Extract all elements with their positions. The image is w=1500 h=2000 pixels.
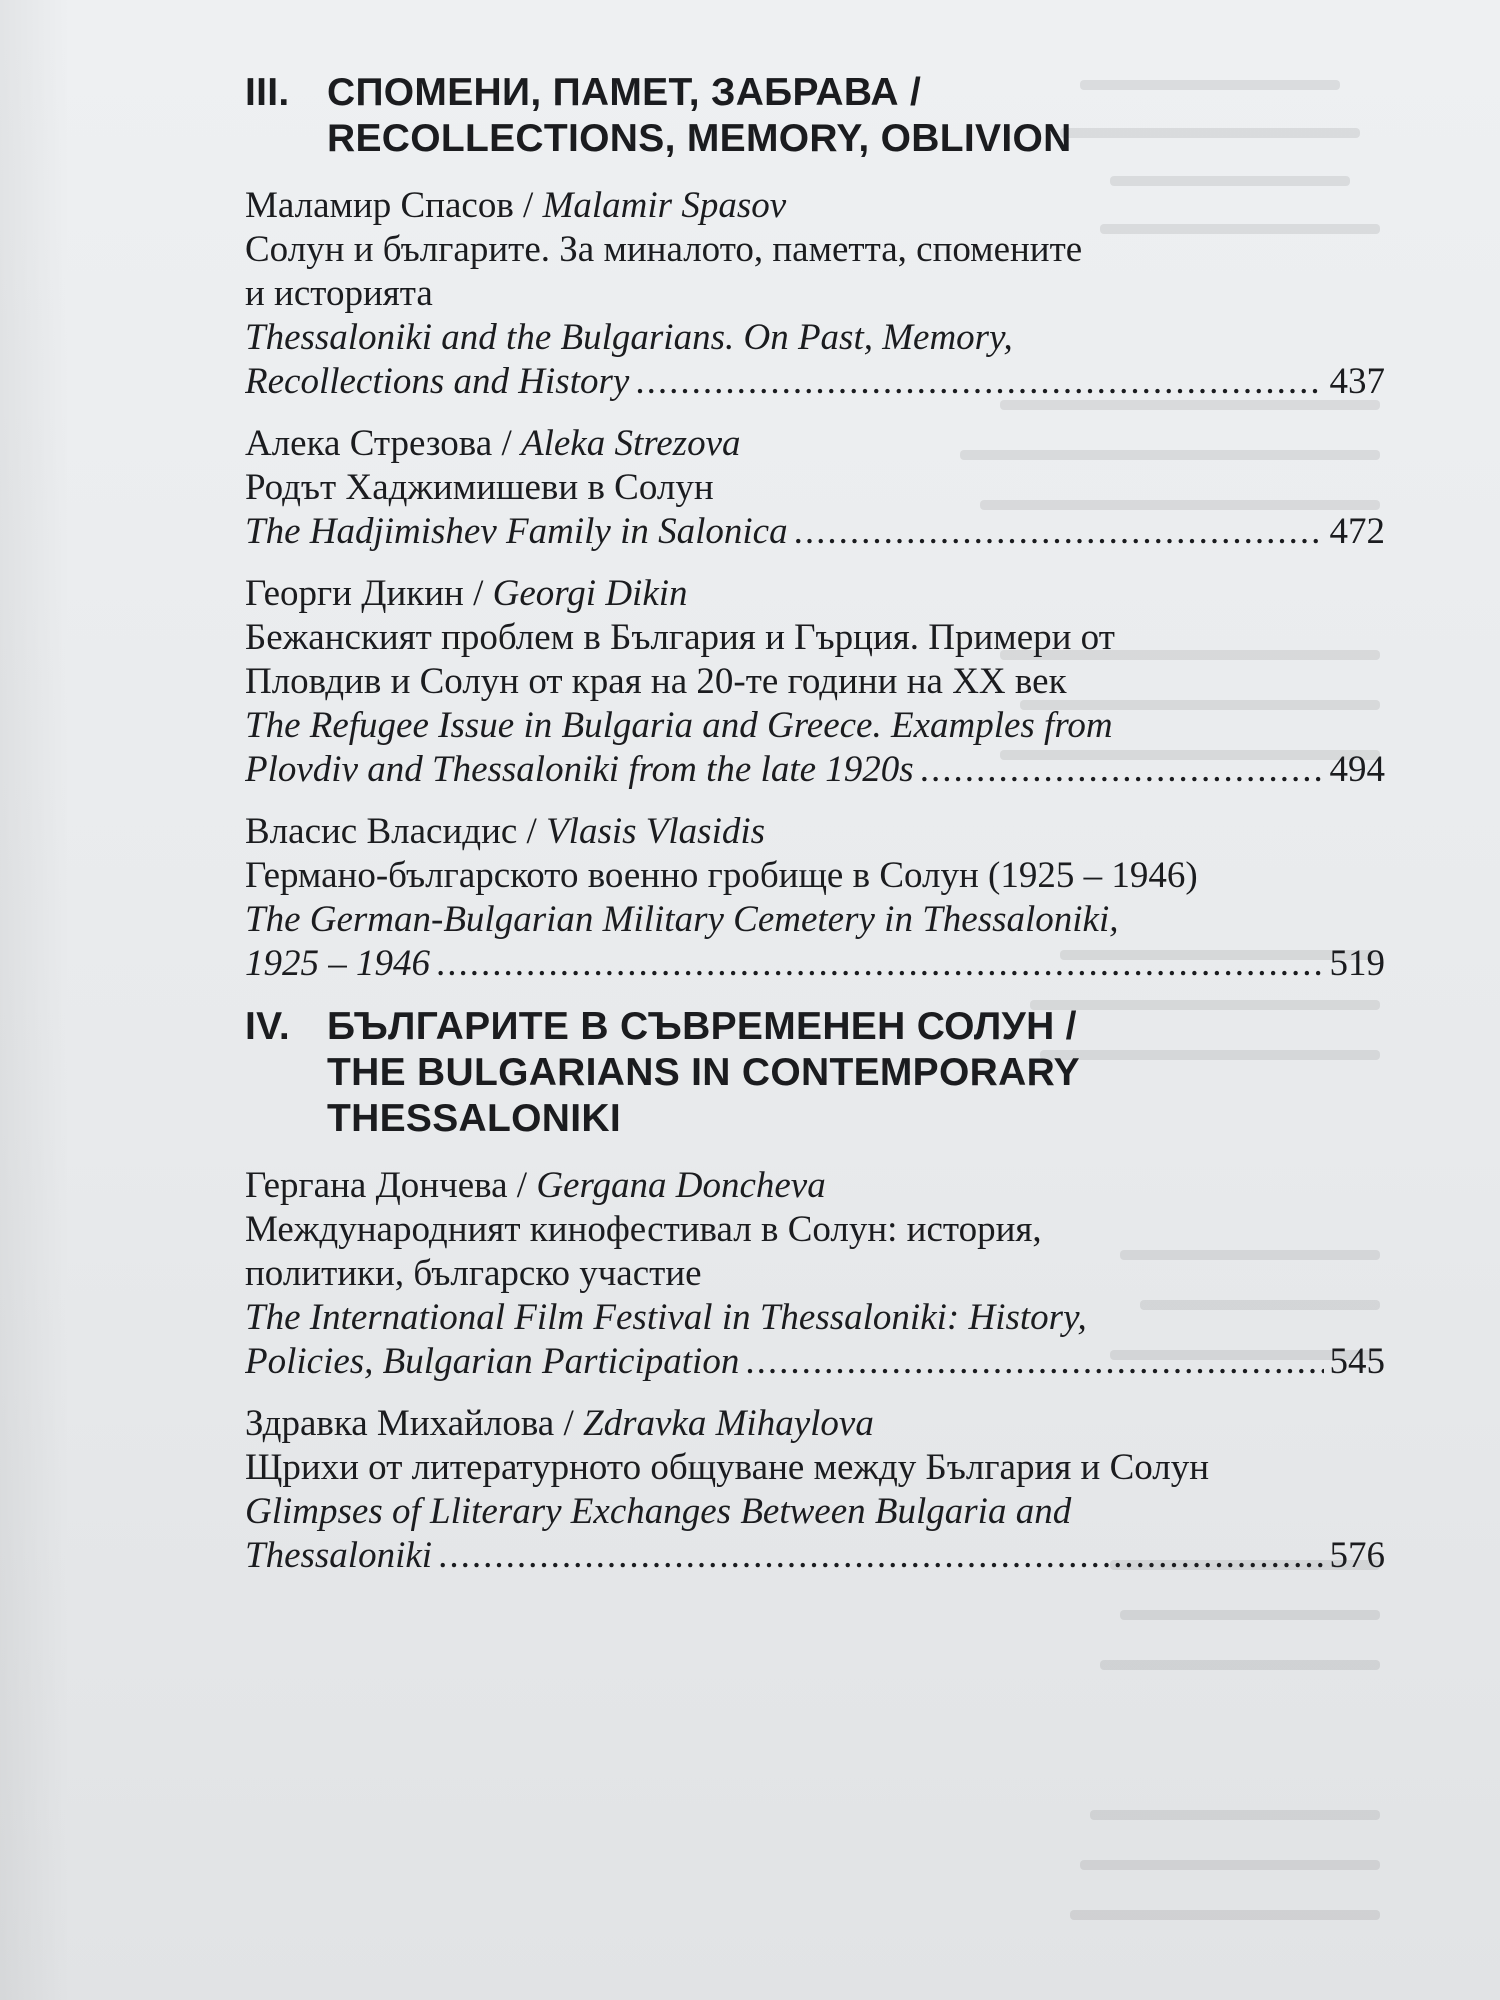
dot-leader [920,748,1324,792]
entry-author: Алека Стрезова / Aleka Strezova [245,423,741,464]
page-edge-shadow [0,0,70,2000]
toc-entry [245,184,1385,404]
entry-title-bg-line: политики, българско участие [245,1253,702,1294]
entry-title-bg-line: Международният кинофестивал в Солун: история, [245,1209,1042,1250]
entry-title-en-line: The International Film Festival in Thessaloniki: History, [245,1297,1087,1338]
section-title-bg: БЪЛГАРИТЕ В СЪВРЕМЕНЕН СОЛУН / [327,1005,1077,1048]
page-number: 576 [1329,1535,1385,1576]
entry-leader-row [245,942,1385,986]
toc-entry [245,572,1385,792]
page-number: 545 [1329,1341,1385,1382]
entry-author: Гергана Дончева / Gergana Doncheva [245,1165,826,1206]
dot-leader [745,1340,1323,1384]
entry-title-en-last: 1925 – 1946 [245,943,430,984]
entry-leader-row [245,748,1385,792]
entry-author: Власис Власидис / Vlasis Vlasidis [245,811,766,852]
author-en: Zdravka Mihaylova [583,1403,874,1444]
entry-title-bg-line: Солун и българите. За миналото, паметта, спомените [245,229,1083,270]
toc-entry [245,1402,1385,1578]
entry-title-bg-line: Германо-българското военно гробище в Солун (1925 – 1946) [245,855,1198,896]
author-bg: Гергана Дончева [245,1165,508,1206]
toc-entry [245,1164,1385,1384]
entry-title-en-last: Thessaloniki [245,1535,433,1576]
entry-title-bg-line: Бежанският проблем в България и Гърция. Примери от [245,617,1115,658]
author-en: Malamir Spasov [542,185,787,226]
author-en: Aleka Strezova [520,423,741,464]
entry-title-bg-line: Пловдив и Солун от края на 20-те години на XX век [245,661,1067,702]
entry-title-en-last: The Hadjimishev Family in Salonica [245,511,788,552]
author-bg: Алека Стрезова [245,423,493,464]
dot-leader [438,1534,1323,1578]
entry-leader-row [245,510,1385,554]
author-en: Gergana Doncheva [536,1165,826,1206]
entry-author: Георги Дикин / Georgi Dikin [245,573,688,614]
section-heading [245,1004,1385,1142]
author-bg: Власис Власидис [245,811,518,852]
section-heading [245,70,1385,162]
section-number: IV. [245,1005,291,1048]
section-number: III. [245,71,290,114]
dot-leader [635,360,1323,404]
entry-title-en-line: The Refugee Issue in Bulgaria and Greece. Examples from [245,705,1113,746]
toc-entry [245,810,1385,986]
entry-title-en-line: Glimpses of Lliterary Exchanges Between Bulgaria and [245,1491,1072,1532]
entry-leader-row [245,1534,1385,1578]
entry-title-bg-line: и историята [245,273,433,314]
page-number: 472 [1329,511,1385,552]
entry-title-en-last: Recollections and History [245,361,630,402]
table-of-contents [245,70,1385,1596]
section-title-bg: СПОМЕНИ, ПАМЕТ, ЗАБРАВА / [327,71,922,114]
section-title-en: RECOLLECTIONS, MEMORY, OBLIVION [327,117,1072,160]
author-bg: Георги Дикин [245,573,464,614]
entry-title-en-last: Plovdiv and Thessaloniki from the late 1920s [245,749,914,790]
author-bg: Маламир Спасов [245,185,514,226]
entry-title-bg-line: Родът Хаджимишеви в Солун [245,467,714,508]
toc-section-4 [245,1004,1385,1578]
section-title-en-2: THESSALONIKI [327,1097,621,1140]
entry-leader-row [245,1340,1385,1384]
author-en: Georgi Dikin [492,573,688,614]
entry-title-en-last: Policies, Bulgarian Participation [245,1341,740,1382]
dot-leader [794,510,1324,554]
toc-entry [245,422,1385,554]
dot-leader [436,942,1324,986]
entry-leader-row [245,360,1385,404]
entry-title-en-line: The German-Bulgarian Military Cemetery in Thessaloniki, [245,899,1119,940]
entry-author: Маламир Спасов / Malamir Spasov [245,185,787,226]
author-en: Vlasis Vlasidis [546,811,766,852]
page-number: 437 [1329,361,1385,402]
section-title-en: THE BULGARIANS IN CONTEMPORARY [327,1051,1080,1094]
entry-title-bg-line: Щрихи от литературното общуване между България и Солун [245,1447,1210,1488]
page-number: 519 [1329,943,1385,984]
entry-title-en-line: Thessaloniki and the Bulgarians. On Past, Memory, [245,317,1013,358]
toc-section-3 [245,70,1385,986]
page-number: 494 [1329,749,1385,790]
entry-author: Здравка Михайлова / Zdravka Mihaylova [245,1403,874,1444]
author-bg: Здравка Михайлова [245,1403,555,1444]
